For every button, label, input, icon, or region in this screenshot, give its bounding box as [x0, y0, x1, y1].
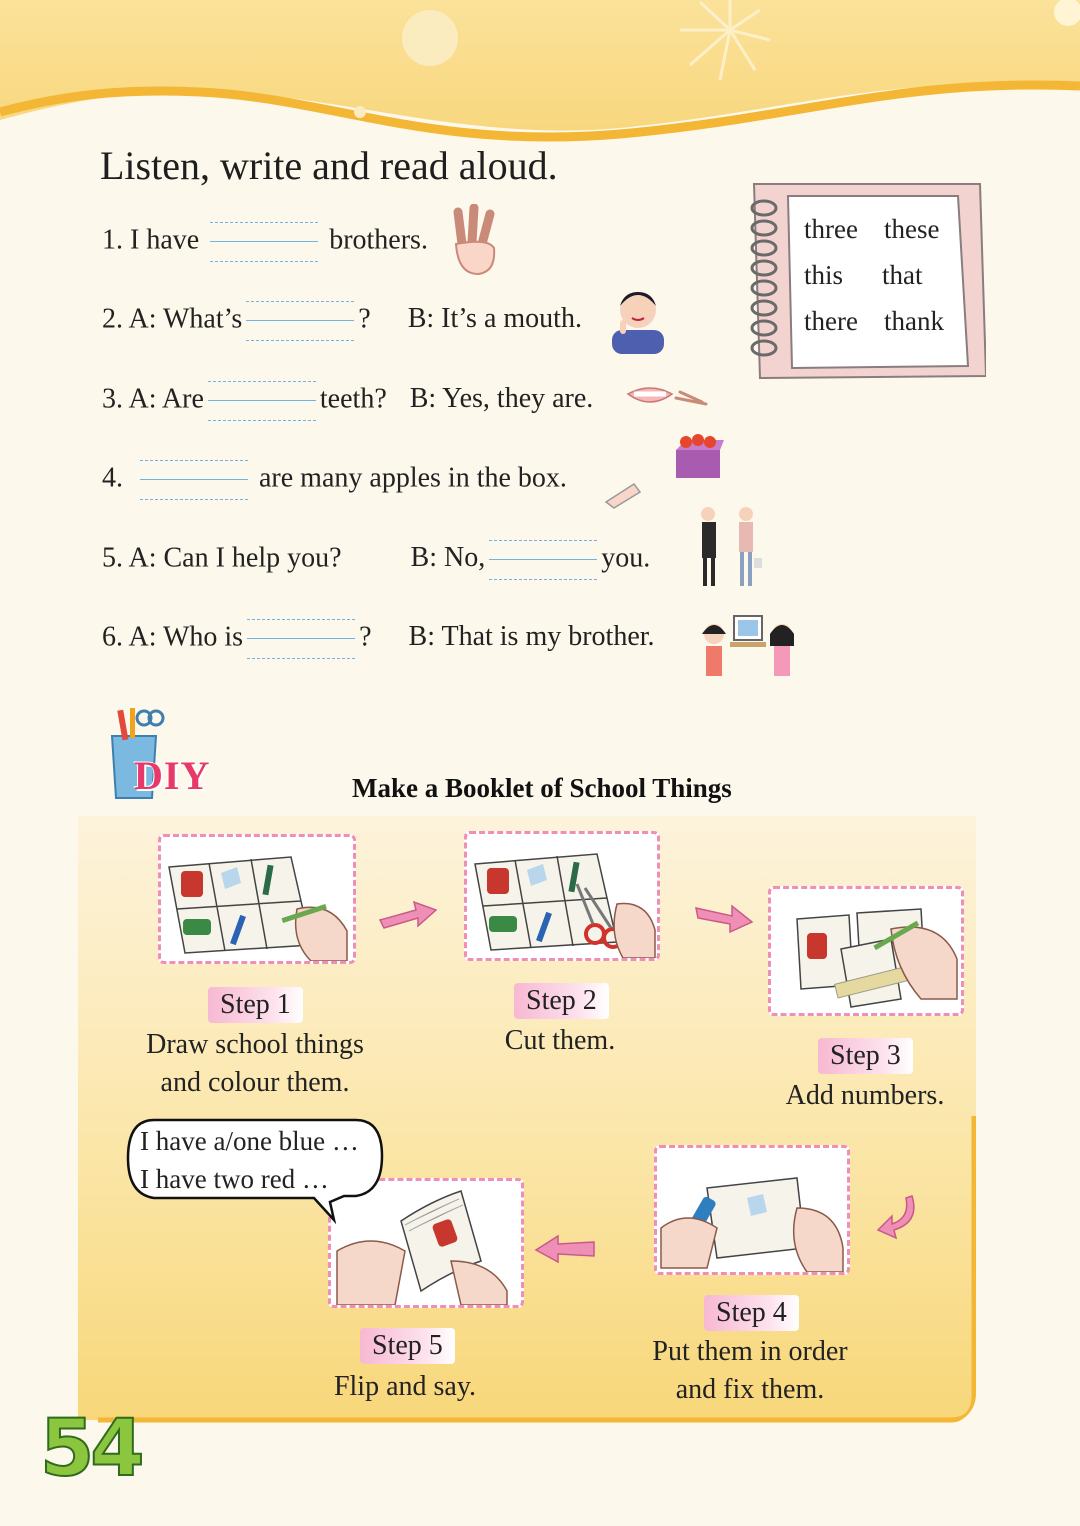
step-4-illustration — [654, 1145, 850, 1275]
exercise-4 — [102, 458, 567, 502]
step-4-badge: Step 4 — [704, 1295, 799, 1331]
arrow-right-down-icon — [694, 900, 754, 934]
boy-pointing-mouth-icon — [608, 282, 668, 354]
step-5-caption — [310, 1368, 500, 1406]
numbering-cards-icon — [771, 889, 961, 1013]
exercise-text: A: Are — [128, 383, 204, 415]
step-1-badge: Step 1 — [208, 987, 303, 1023]
exercise-text: I have — [130, 224, 200, 256]
step-1-caption — [130, 1026, 380, 1102]
exercise-number: 4. — [102, 462, 123, 494]
two-women-icon — [694, 504, 768, 588]
diy-title: Make a Booklet of School Things — [352, 773, 732, 803]
exercise-6 — [102, 617, 655, 661]
exercise-b-part: B: Yes, they are. — [409, 383, 594, 415]
word-bank-item: these — [884, 214, 940, 244]
word-bank-item: that — [882, 260, 923, 290]
exercise-3 — [102, 379, 593, 423]
exercise-2 — [102, 299, 582, 343]
word-bank-item: thank — [884, 306, 944, 336]
exercise-text: A: Can I help you? — [128, 542, 342, 574]
caption-line: Flip and say. — [333, 1371, 477, 1402]
step-2-badge: Step 2 — [514, 983, 609, 1019]
girls-photo-icon — [694, 612, 800, 678]
answer-blank[interactable] — [140, 458, 248, 502]
word-bank-item: this — [804, 260, 844, 290]
step-4-caption — [630, 1333, 870, 1409]
exercise-b-part: B: That is my brother. — [408, 621, 655, 653]
arrow-right-icon — [378, 896, 438, 930]
step-1-illustration — [158, 834, 356, 964]
exercise-number: 5. — [102, 542, 123, 574]
answer-blank[interactable] — [208, 379, 316, 423]
exercise-text: ? — [358, 303, 371, 335]
caption-line: Put them in order — [652, 1336, 848, 1367]
answer-blank[interactable] — [210, 220, 318, 264]
stapling-booklet-icon — [657, 1148, 847, 1272]
school-things-drawing-icon — [161, 837, 353, 961]
answer-blank[interactable] — [247, 617, 355, 661]
apple-box-icon — [600, 432, 724, 514]
step-5-badge: Step 5 — [360, 1328, 455, 1364]
exercise-number: 3. — [102, 383, 123, 415]
answer-blank[interactable] — [246, 299, 354, 343]
exercise-b-part: B: It’s a mouth. — [407, 303, 582, 335]
header-decoration — [0, 0, 1080, 150]
caption-line: Add numbers. — [785, 1080, 945, 1111]
step-3-caption — [770, 1077, 960, 1115]
step-2-illustration — [464, 831, 660, 961]
exercise-number: 2. — [102, 303, 123, 335]
arrow-left-icon — [534, 1232, 596, 1266]
step-3-badge: Step 3 — [818, 1038, 913, 1074]
word-bank — [790, 196, 968, 368]
exercise-number: 1. — [102, 224, 123, 256]
exercise-number: 6. — [102, 621, 123, 653]
exercise-5 — [102, 538, 650, 582]
three-fingers-hand-icon — [448, 204, 504, 278]
bubble-line: I have a/one blue … — [140, 1126, 359, 1156]
diy-logo-text: DIY — [134, 753, 211, 798]
exercise-text: A: Who is — [128, 621, 244, 653]
caption-line: and fix them. — [675, 1374, 825, 1405]
arrow-curve-down-icon — [876, 1192, 924, 1244]
bubble-line: I have two red … — [140, 1164, 329, 1194]
speech-bubble-text — [140, 1122, 359, 1198]
page-number: 54 — [40, 1404, 141, 1494]
exercise-text: ? — [359, 621, 372, 653]
teeth-icon — [624, 380, 710, 414]
step-2-caption — [460, 1022, 660, 1060]
exercise-text: are many apples in the box. — [259, 462, 567, 494]
page-title: Listen, write and read aloud. — [100, 143, 558, 188]
answer-blank[interactable] — [489, 538, 597, 582]
exercise-text: A: What’s — [128, 303, 243, 335]
exercise-b-part: B: No, — [410, 542, 486, 574]
word-bank-item: three — [804, 214, 858, 244]
exercise-1 — [102, 220, 428, 264]
exercise-text: teeth? — [319, 383, 387, 415]
caption-line: Draw school things — [146, 1029, 364, 1060]
exercise-text: you. — [601, 542, 651, 574]
exercise-text: brothers. — [329, 224, 428, 256]
caption-line: Cut them. — [504, 1025, 616, 1056]
step-3-illustration — [768, 886, 964, 1016]
caption-line: and colour them. — [160, 1067, 350, 1098]
scissors-cutting-icon — [467, 834, 657, 958]
word-bank-item: there — [804, 306, 858, 336]
